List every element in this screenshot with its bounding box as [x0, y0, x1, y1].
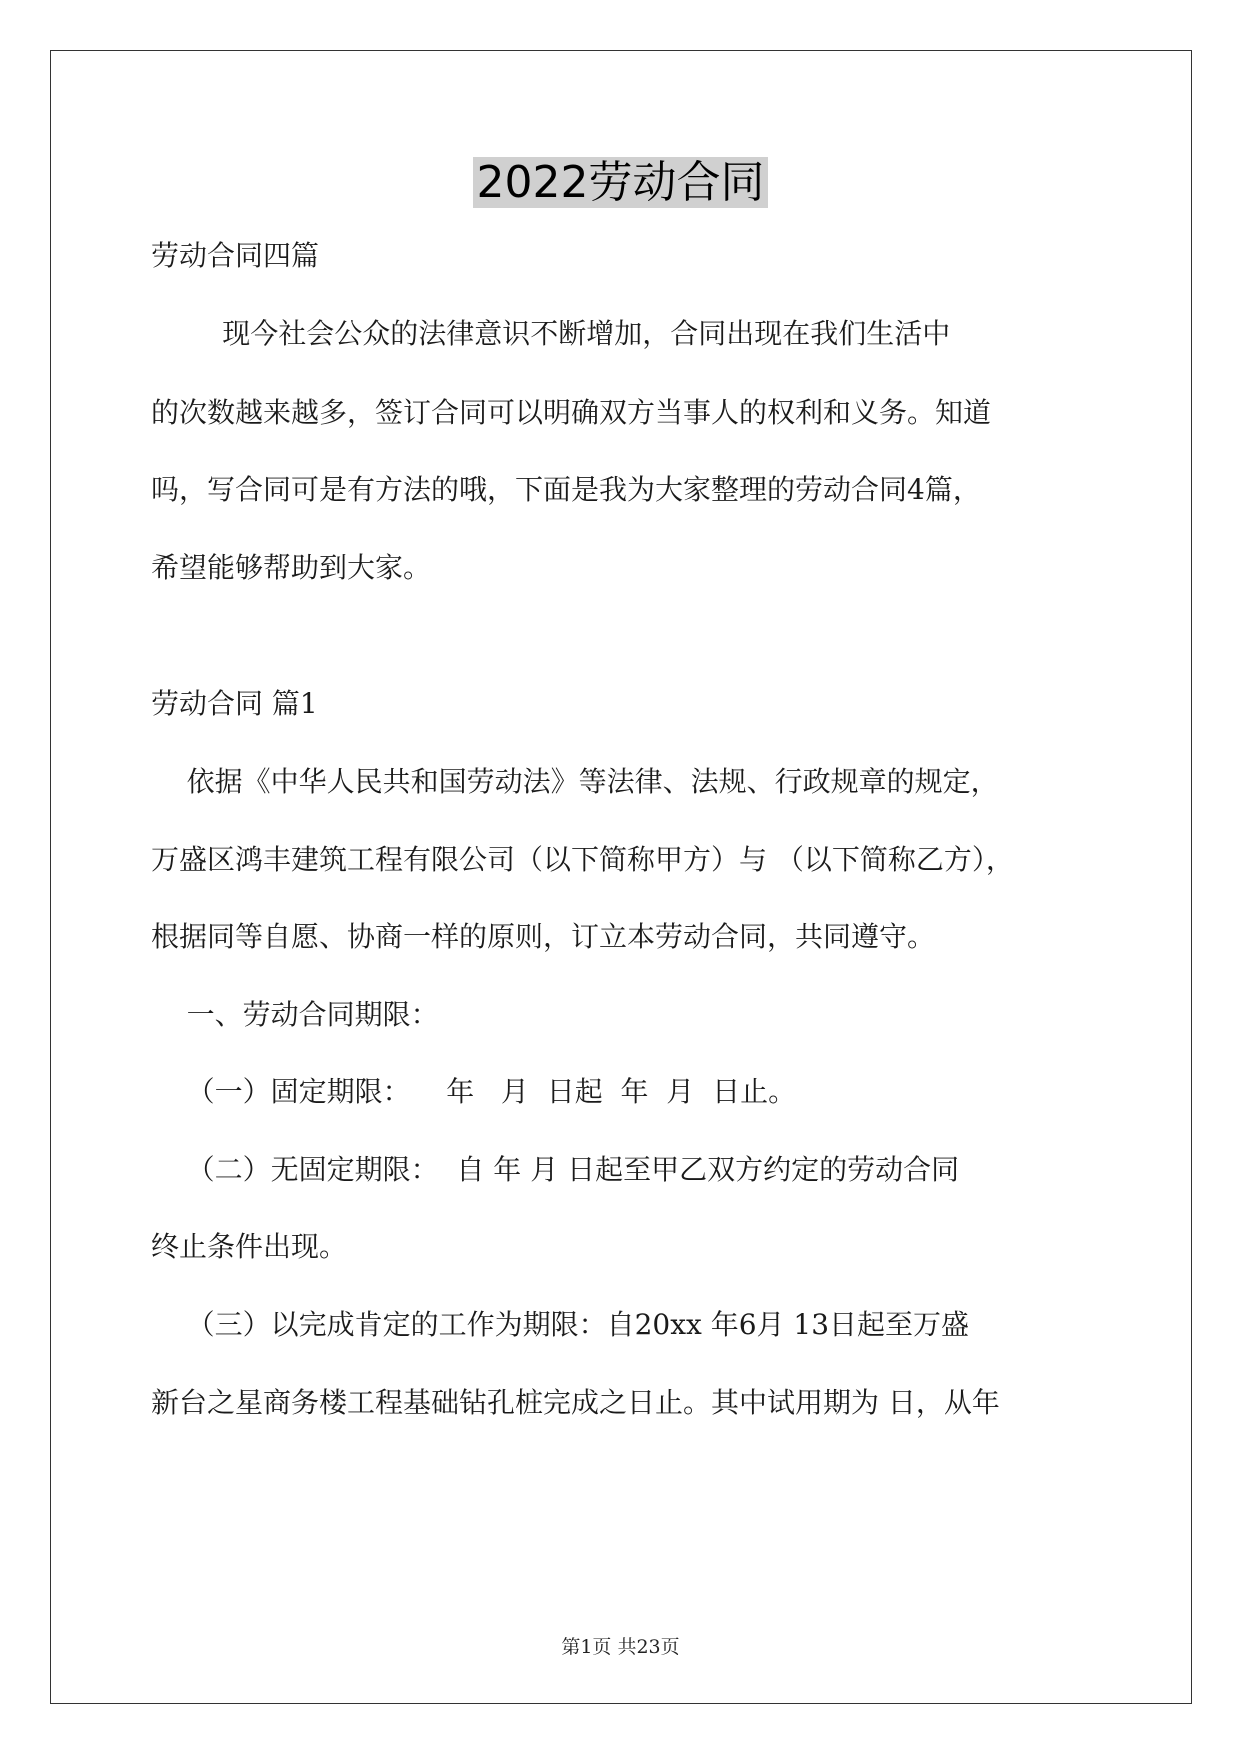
text-line: 现今社会公众的法律意识不断增加，合同出现在我们生活中	[151, 317, 951, 350]
text-line: 劳动合同四篇	[151, 239, 320, 272]
page-number-footer: 第1页 共23页	[561, 1636, 680, 1658]
text-line: 根据同等自愿、协商一样的原则，订立本劳动合同，共同遵守。	[151, 920, 936, 953]
text-line: （二）无固定期限： 自 年 月 日起至甲乙双方约定的劳动合同	[151, 1153, 960, 1186]
text-line: 新台之星商务楼工程基础钻孔桩完成之日止。其中试用期为 日，从年	[151, 1386, 1000, 1419]
text-line: （三）以完成肯定的工作为期限：自20xx 年6月 13日起至万盛	[151, 1308, 970, 1341]
document-title	[0, 152, 1241, 214]
document-title-text: 2022劳动合同	[473, 157, 769, 208]
text-line: 一、劳动合同期限：	[151, 998, 439, 1031]
text-line: 希望能够帮助到大家。	[151, 551, 432, 584]
text-line: 终止条件出现。	[151, 1230, 348, 1263]
text-line: 吗，写合同可是有方法的哦，下面是我为大家整理的劳动合同4篇，	[151, 473, 981, 506]
text-line: 的次数越来越多，签订合同可以明确双方当事人的权利和义务。知道	[151, 396, 992, 429]
text-line: 劳动合同 篇1	[151, 687, 318, 720]
text-line: 依据《中华人民共和国劳动法》等法律、法规、行政规章的规定，	[151, 765, 999, 798]
text-line: （一）固定期限： 年 月 日起 年 月 日止。	[151, 1075, 797, 1108]
text-line: 万盛区鸿丰建筑工程有限公司（以下简称甲方）与 （以下简称乙方），	[151, 843, 1014, 876]
